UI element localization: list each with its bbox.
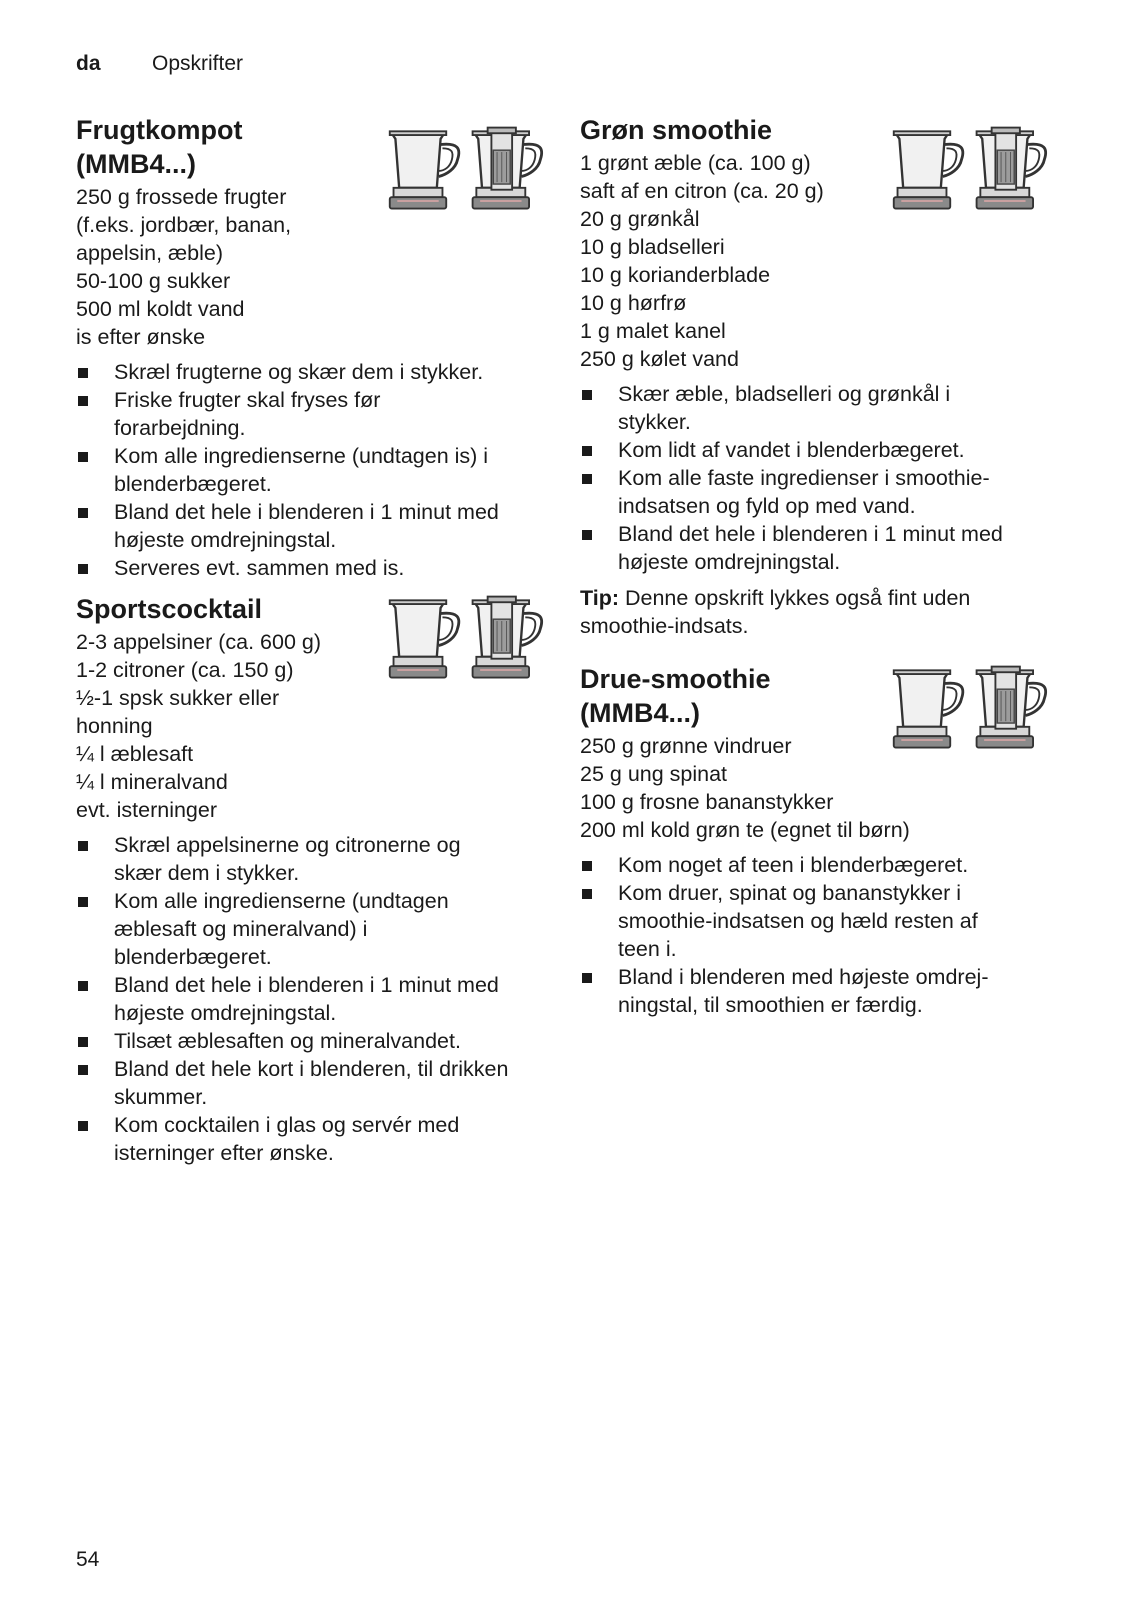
blender-jug-icon <box>386 590 546 686</box>
list-item: Skræl appelsinerne og citronerne og skær dem i stykker. <box>76 831 546 887</box>
list-item: Kom druer, spinat og bananstykker i smoothie-indsatsen og hæld resten af teen i. <box>580 879 1050 963</box>
list-item: Kom lidt af vandet i blenderbægeret. <box>580 436 1050 464</box>
list-item: Kom alle ingredienserne (undtagen æblesaft og mineralvand) i blenderbægeret. <box>76 887 546 971</box>
list-item: Tilsæt æblesaften og mineralvandet. <box>76 1027 546 1055</box>
language-code: da <box>76 52 101 75</box>
list-item: Friske frugter skal fryses før forarbejdning. <box>76 386 546 442</box>
recipe-frugtkompot <box>76 113 546 582</box>
tip-label: Tip: <box>580 586 620 610</box>
blender-jug-icon <box>386 121 546 217</box>
recipe-title: Drue-smoothie (MMB4...) <box>580 664 771 728</box>
left-column <box>76 113 546 1167</box>
list-item: Bland det hele i blenderen i 1 minut med højeste omdrejningstal. <box>76 498 546 554</box>
page-number: 54 <box>76 1548 100 1571</box>
list-item: Kom cocktailen i glas og servér med isterninger efter ønske. <box>76 1111 546 1167</box>
list-item: Kom alle faste ingredienser i smoothie- indsatsen og fyld op med vand. <box>580 464 1050 520</box>
recipe-title: Grøn smoothie <box>580 115 773 145</box>
recipe-gron-smoothie <box>580 113 1050 640</box>
step-list <box>76 358 546 582</box>
blender-jug-icon <box>890 121 1050 217</box>
step-list <box>580 851 1050 1019</box>
ingredient-list: 1 grønt æble (ca. 100 g) saft af en citron (ca. 20 g) 20 g grønkål 10 g bladselleri 10 g korianderblade 10 g hørfrø 1 g malet kanel 250 g kølet vand <box>580 151 824 371</box>
step-list <box>580 380 1050 576</box>
recipe-title: Sportscocktail <box>76 594 263 624</box>
list-item: Bland det hele kort i blenderen, til drikken skummer. <box>76 1055 546 1111</box>
recipe-sportscocktail <box>76 592 546 1167</box>
ingredient-list: 250 g grønne vindruer 25 g ung spinat 100 g frosne bananstykker 200 ml kold grøn te (egnet til børn) <box>580 734 910 842</box>
recipe-drue-smoothie <box>580 662 1050 1019</box>
list-item: Bland det hele i blenderen i 1 minut med højeste omdrejningstal. <box>580 520 1050 576</box>
step-list <box>76 831 546 1167</box>
list-item: Bland det hele i blenderen i 1 minut med højeste omdrejningstal. <box>76 971 546 1027</box>
list-item: Serveres evt. sammen med is. <box>76 554 546 582</box>
list-item: Skær æble, bladselleri og grønkål i stykker. <box>580 380 1050 436</box>
recipe-title: Frugtkompot (MMB4...) <box>76 115 243 179</box>
section-title: Opskrifter <box>152 52 244 75</box>
list-item: Kom alle ingredienserne (undtagen is) i blenderbægeret. <box>76 442 546 498</box>
list-item: Kom noget af teen i blenderbægeret. <box>580 851 1050 879</box>
blender-jug-icon <box>890 660 1050 756</box>
tip-note: Tip: Denne opskrift lykkes også fint uden smoothie-indsats. <box>580 586 971 638</box>
page-header <box>76 52 243 76</box>
ingredient-list: 250 g frossede frugter (f.eks. jordbær, banan, appelsin, æble) 50-100 g sukker 500 ml koldt vand is efter ønske <box>76 185 292 349</box>
list-item: Skræl frugterne og skær dem i stykker. <box>76 358 546 386</box>
right-column <box>580 113 1050 1019</box>
list-item: Bland i blenderen med højeste omdrej- ningstal, til smoothien er færdig. <box>580 963 1050 1019</box>
ingredient-list: 2-3 appelsiner (ca. 600 g) 1-2 citroner (ca. 150 g) ½-1 spsk sukker eller honning ¼ l æblesaft ¼ l mineralvand evt. isterninger <box>76 630 322 822</box>
